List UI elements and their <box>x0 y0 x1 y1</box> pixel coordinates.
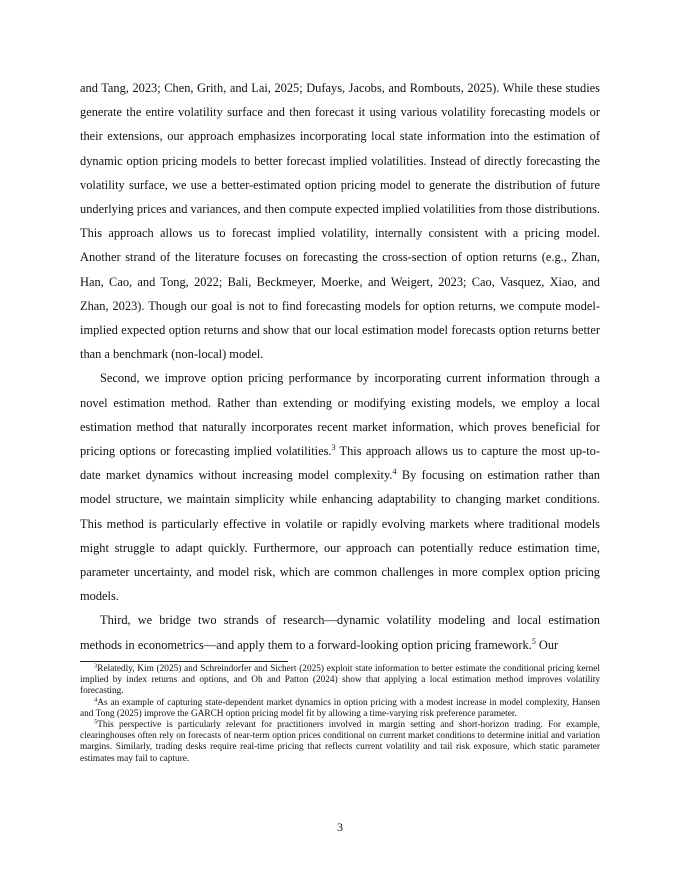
footnote-3-marker: 3 <box>94 662 98 670</box>
footnote-4-marker: 4 <box>94 696 98 704</box>
footnote-marker-4[interactable]: 4 <box>392 467 397 477</box>
paragraph-second-contribution <box>80 366 600 608</box>
page-number: 3 <box>337 820 343 834</box>
paragraph-3-part-2: Our <box>535 637 559 652</box>
paragraph-literature-review <box>80 76 600 366</box>
footnote-divider <box>80 661 288 662</box>
paragraph-2-part-2: This approach allows us to capture the most up-to-date market dynamics without increasing model complexity. <box>80 444 600 483</box>
paragraph-third-contribution <box>80 608 600 656</box>
footnote-5-text: This perspective is particularly relevant for practitioners involved in margin setting and short-horizon trading. For example, clearinghouses often rely on forecasts of near-term option prices conditional on current market conditions to determine initial and variation margins. Similarly, trading desks require real-time pricing that reflects current volatility and tail risk exposure, which static parameter estimates may fail to capture. <box>80 720 600 764</box>
footnote-5-marker: 5 <box>94 718 98 726</box>
footnote-5 <box>80 720 600 765</box>
paragraph-2-part-1: Second, we improve option pricing performance by incorporating current information through a novel estimation method. Rather than extending or modifying existing models, we employ a local estimation method that naturally incorporates recent market information, which proves beneficial for pricing options or forecasting implied volatilities. <box>80 371 600 459</box>
footnote-4-text: As an example of capturing state-dependent market dynamics in option pricing with a modest increase in model complexity, Hansen and Tong (2025) improve the GARCH option pricing model fit by allowing a time-varying risk preference parameter. <box>80 697 600 719</box>
body-text <box>80 76 600 657</box>
paragraph-2-part-3: By focusing on estimation rather than model structure, we maintain simplicity while enhancing adaptability to changing market conditions. This method is particularly effective in volatile or rapidly evolving markets where traditional models might struggle to adapt quickly. Furthermore, our approach can potentially reduce estimation time, parameter uncertainty, and model risk, which are common challenges in more complex option pricing models. <box>80 468 601 604</box>
footnote-marker-5[interactable]: 5 <box>531 636 536 646</box>
footnote-3-text: Relatedly, Kim (2025) and Schreindorfer and Sichert (2025) exploit state information to better estimate the conditional pricing kernel implied by index returns and options, and Oh and Patton (2024) show that applying a local estimation method improves volatility forecasting. <box>80 664 600 697</box>
footnote-3 <box>80 664 600 698</box>
paragraph-1-text: and Tang, 2023; Chen, Grith, and Lai, 2025; Dufays, Jacobs, and Rombouts, 2025). While these studies generate the entire volatility surface and then forecast it using various volatility forecasting models or their extensions, our approach emphasizes incorporating local state information into the estimation of dynamic option pricing models to better forecast implied volatilities. Instead of directly forecasting the volatility surface, we use a better-estimated option pricing model to generate the distribution of future underlying prices and variances, and then compute expected implied volatilities from those distributions. This approach allows us to forecast implied volatility, internally consistent with a pricing model. Another strand of the literature focuses on forecasting the cross-section of option returns (e.g., Zhan, Han, Cao, and Tong, 2022; Bali, Beckmeyer, Moerke, and Weigert, 2023; Cao, Vasquez, Xiao, and Zhan, 2023). Though our goal is not to find forecasting models for option returns, we compute model-implied expected option returns and show that our local estimation model forecasts option returns better than a benchmark (non-local) model. <box>80 81 600 362</box>
footnotes <box>80 664 600 765</box>
footnote-4 <box>80 698 600 720</box>
paragraph-3-part-1: Third, we bridge two strands of research—dynamic volatility modeling and local estimation methods in econometrics—and apply them to a forward-looking option pricing framework. <box>80 613 600 652</box>
footnote-marker-3[interactable]: 3 <box>331 443 336 453</box>
